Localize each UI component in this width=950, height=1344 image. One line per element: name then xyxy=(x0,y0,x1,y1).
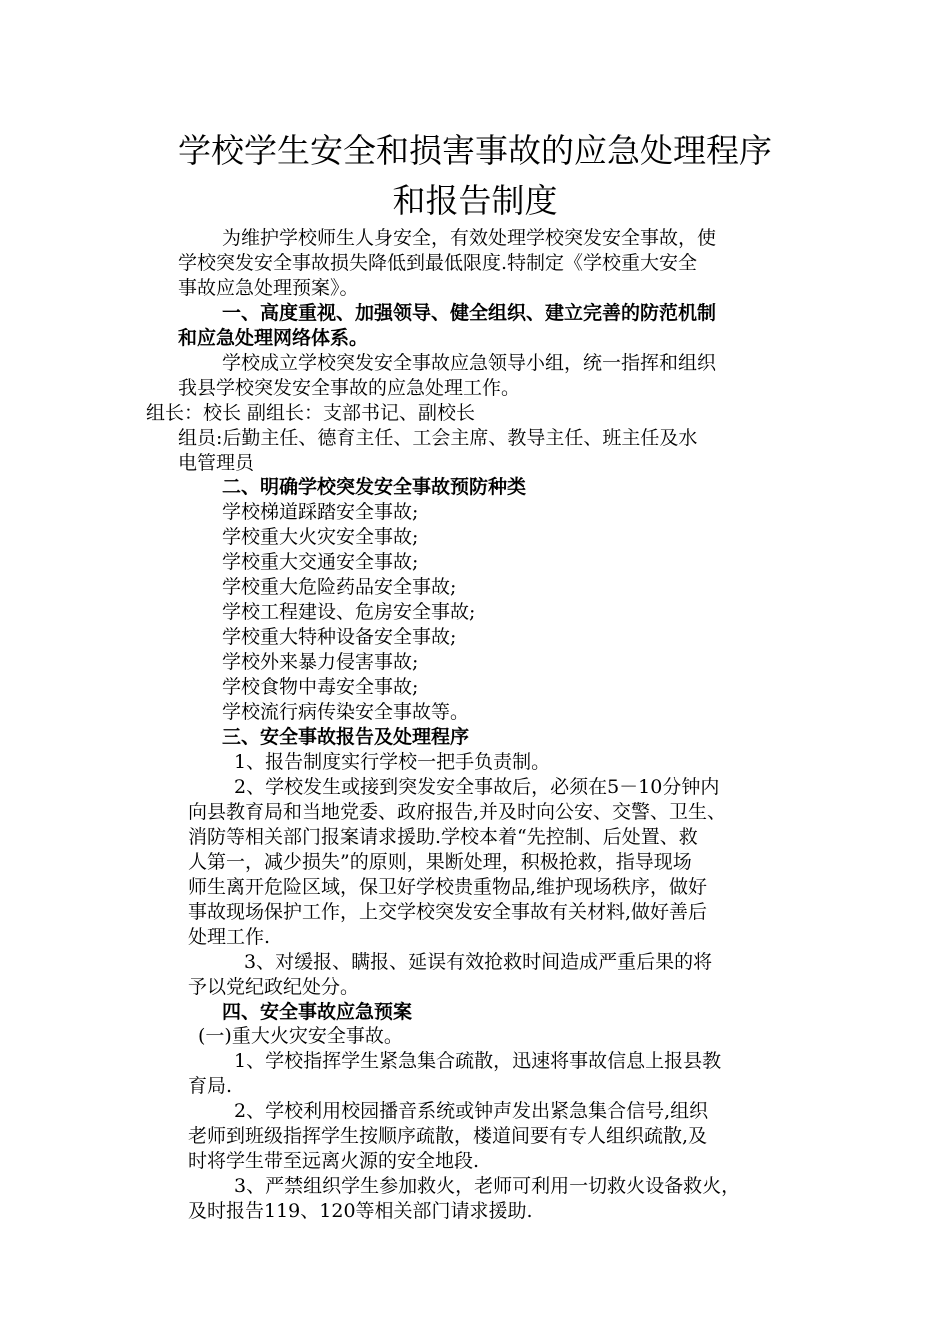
section1-heading-line-2: 和应急处理网络体系。 xyxy=(178,327,369,349)
section1-members-line-1: 组员:后勤主任、德育主任、工会主席、教导主任、班主任及水 xyxy=(178,427,698,449)
section4-paragraph-1-line-2: 育局. xyxy=(188,1075,233,1097)
section1-leader-line: 组长：校长 副组长：支部书记、副校长 xyxy=(146,402,476,424)
section3-paragraph-2-line-3: 消防等相关部门报案请求援助.学校本着“先控制、后处置、救 xyxy=(188,826,698,848)
section4-subheading: (一)重大火灾安全事故。 xyxy=(198,1025,403,1047)
section4-heading: 四、安全事故应急预案 xyxy=(222,1001,413,1023)
intro-line-3: 事故应急处理预案》。 xyxy=(178,277,359,299)
intro-line-1: 为维护学校师生人身安全，有效处理学校突发安全事故，使 xyxy=(222,227,717,249)
section3-heading: 三、安全事故报告及处理程序 xyxy=(222,726,470,748)
section2-item: 学校流行病传染安全事故等。 xyxy=(222,701,470,723)
section2-item: 学校重大交通安全事故; xyxy=(222,551,419,573)
section3-paragraph-3-line-2: 予以党纪政纪处分。 xyxy=(188,976,360,998)
section2-item: 学校梯道踩踏安全事故; xyxy=(222,501,419,523)
document-title-line-2: 和报告制度 xyxy=(392,181,558,220)
section2-item: 学校重大特种设备安全事故; xyxy=(222,626,457,648)
section3-paragraph-2-line-7: 处理工作. xyxy=(188,926,271,948)
section2-heading: 二、明确学校突发安全事故预防种类 xyxy=(222,476,527,498)
section3-paragraph-2-line-6: 事故现场保护工作，上交学校突发安全事故有关材料,做好善后 xyxy=(188,901,708,923)
section3-paragraph-1: 1、报告制度实行学校一把手负责制。 xyxy=(234,751,551,773)
section2-item: 学校工程建设、危房安全事故; xyxy=(222,601,476,623)
section3-paragraph-2-line-1: 2、学校发生或接到突发安全事故后，必须在5－10分钟内 xyxy=(234,776,720,798)
section3-paragraph-2-line-4: 人第一，减少损失”的原则，果断处理，积极抢救，指导现场 xyxy=(188,851,692,873)
section1-body-line-1: 学校成立学校突发安全事故应急领导小组，统一指挥和组织 xyxy=(222,352,717,374)
section4-paragraph-2-line-2: 老师到班级指挥学生按顺序疏散，楼道间要有专人组织疏散,及 xyxy=(188,1125,708,1147)
section4-paragraph-1-line-1: 1、学校指挥学生紧急集合疏散，迅速将事故信息上报县教 xyxy=(234,1050,722,1072)
section4-paragraph-2-line-3: 时将学生带至远离火源的安全地段. xyxy=(188,1150,480,1172)
document-title-line-1: 学校学生安全和损害事故的应急处理程序 xyxy=(178,131,772,170)
section1-heading-line-1: 一、高度重视、加强领导、健全组织、建立完善的防范机制 xyxy=(222,302,717,324)
section3-paragraph-2-line-5: 师生离开危险区域，保卫好学校贵重物品,维护现场秩序，做好 xyxy=(188,876,708,898)
section4-paragraph-3-line-1: 3、严禁组织学生参加救火，老师可利用一切救火设备救火， xyxy=(234,1175,741,1197)
section1-members-line-2: 电管理员 xyxy=(178,452,255,474)
intro-line-2: 学校突发安全事故损失降低到最低限度.特制定《学校重大安全 xyxy=(178,252,698,274)
section2-item: 学校食物中毒安全事故; xyxy=(222,676,419,698)
section3-paragraph-3-line-1: 3、对缓报、瞒报、延误有效抢救时间造成严重后果的将 xyxy=(244,951,713,973)
section1-body-line-2: 我县学校突发安全事故的应急处理工作。 xyxy=(178,377,521,399)
section4-paragraph-3-line-2: 及时报告119、120等相关部门请求援助. xyxy=(188,1200,533,1222)
section2-item: 学校重大危险药品安全事故; xyxy=(222,576,457,598)
section3-paragraph-2-line-2: 向县教育局和当地党委、政府报告,并及时向公安、交警、卫生、 xyxy=(188,801,727,823)
section4-paragraph-2-line-1: 2、学校利用校园播音系统或钟声发出紧急集合信号,组织 xyxy=(234,1100,709,1122)
section2-item: 学校外来暴力侵害事故; xyxy=(222,651,419,673)
section2-item: 学校重大火灾安全事故; xyxy=(222,526,419,548)
